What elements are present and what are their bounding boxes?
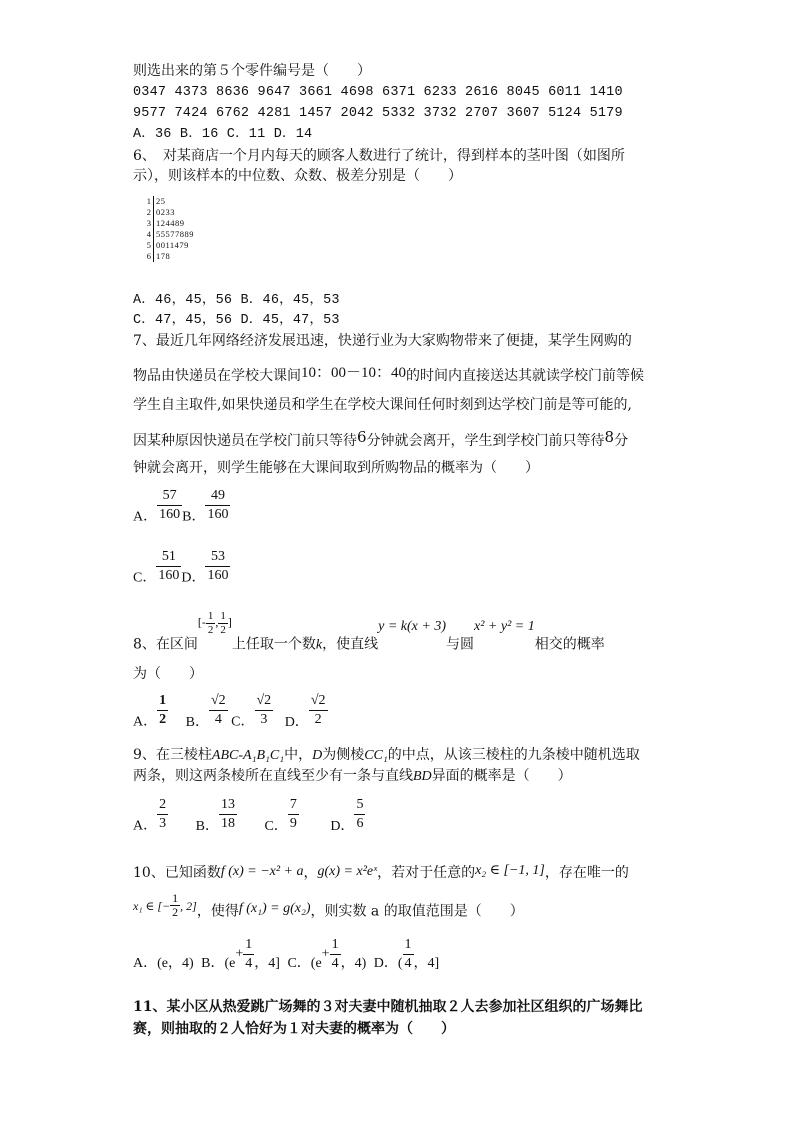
q6-line-2: 示），则该样本的中位数、众数、极差分别是（ ） [133, 168, 462, 184]
q8-option-c-fraction: $\frac{√2}{3}$ [256, 693, 272, 727]
stem-row: 4 55577889 [143, 229, 194, 240]
q9-options: A． $\frac{2}{3}$ B． $\frac{13}{18}$ C． $\frac{7}{9}$ D． $\frac{5}{6}$ [133, 797, 364, 834]
q10-options: A．(e，4) B．(e+ $\frac{1}{4}$ ，4] C．(e+ $\frac{1}{4}$ ，4) D．( $\frac{1}{4}$ ，4] [133, 937, 440, 971]
q11-line-1: 11、某小区从热爱跳广场舞的３对夫妻中随机抽取２人去参加社区组织的广场舞比 [133, 999, 643, 1015]
stem-row: 5 0011479 [143, 240, 194, 251]
q8-option-b-fraction: $\frac{√2}{4}$ [210, 693, 226, 727]
q6-options-row-2: C．47，45，56 D．45，47，53 [133, 313, 340, 328]
q9-option-b-fraction: $\frac{13}{18}$ [220, 797, 235, 831]
q8-options: A． $\frac{1}{2}$ B． $\frac{√2}{4}$ C． $\frac{√2}{3}$ D． $\frac{√2}{2}$ [133, 693, 326, 730]
q9-option-c-fraction: $\frac{7}{9}$ [289, 797, 297, 831]
q6-options-row-1: A．46，45，56 B．46，45，53 [133, 293, 340, 308]
stem-row: 3 124489 [143, 218, 194, 229]
q9-option-a-fraction: $\frac{2}{3}$ [159, 797, 167, 831]
q8-option-a-fraction: $\frac{1}{2}$ [159, 693, 167, 727]
q5-options: A．36 B．16 C．11 D．14 [133, 127, 313, 142]
q10-line-1: 10、已知函数f (x) = −x² + a，g(x) = x²eˣ，若对于任意的x₂ ∈ [−1, 1]，存在唯一的 [133, 863, 629, 881]
q7-line-1: 7、最近几年网络经济发展迅速，快递行业为大家购物带来了便捷，某学生网购的 [133, 333, 632, 349]
q11-line-2: 赛，则抽取的２人恰好为１对夫妻的概率为（ ） [133, 1021, 455, 1037]
q7-option-c-fraction: $\frac{51}{160}$ [158, 549, 180, 583]
q7-line-5: 钟就会离开，则学生能够在大课间取到所购物品的概率为（ ） [133, 460, 539, 476]
q10-line-2: x₁ ∈ [− $\frac{1}{2}$ , 2]，使得f (x₁) = g(x₂)，则实数 a 的取值范围是（ ） [133, 891, 524, 920]
random-table-row-2: 9577 7424 6762 4281 1457 2042 5332 3732 2707 3607 5124 5179 [133, 106, 623, 121]
q7-options-cd: C． $\frac{51}{160}$ D． $\frac{53}{160}$ [133, 549, 229, 586]
q7-line-3: 学生自主取件,如果快递员和学生在学校大课间任何时刻到达学校门前是等可能的, [133, 397, 632, 413]
q8-option-d-fraction: $\frac{√2}{2}$ [310, 693, 326, 727]
q8-line-2: 为（ ） [133, 666, 203, 682]
stem-row: 6 178 [143, 251, 194, 262]
q7-line-4: 因某种原因快递员在学校门前只等待6分钟就会离开，学生到学校门前只等待8分 [133, 428, 629, 449]
q7-line-2: 物品由快递员在学校大课间10：00－10：40的时间内直接送达其就读学校门前等候 [133, 365, 645, 384]
q7-option-a-fraction: $\frac{57}{160}$ [159, 488, 181, 522]
q5-tail: 则选出来的第５个零件编号是（ ） [133, 63, 371, 79]
q6-line-1: 6、 对某商店一个月内每天的顾客人数进行了统计，得到样本的茎叶图（如图所 [133, 148, 625, 164]
q9-option-d-fraction: $\frac{5}{6}$ [356, 797, 364, 831]
q7-option-b-fraction: $\frac{49}{160}$ [207, 488, 229, 522]
q7-option-d-fraction: $\frac{53}{160}$ [207, 549, 229, 583]
stem-row: 2 0233 [143, 207, 194, 218]
q9-line-2: 两条，则这两条棱所在直线至少有一条与直线BD异面的概率是（ ） [133, 768, 572, 784]
q7-options-ab: A． $\frac{57}{160}$ B． $\frac{49}{160}$ [133, 488, 229, 525]
q9-line-1: 9、在三棱柱ABC-A₁B₁C₁中，D为侧棱CC₁的中点，从该三棱柱的九条棱中随机选取 [133, 747, 640, 763]
q8-line-1: 8、在区间[- $\frac{1}{2}$ , $\frac{1}{2}$ ]上任取一个数k，使直线y = k(x + 3)与圆x² + y² = 1相交的概率 [133, 610, 605, 653]
stem-leaf-plot [143, 196, 194, 262]
random-table-row-1: 0347 4373 8636 9647 3661 4698 6371 6233 2616 8045 6011 1410 [133, 85, 623, 100]
stem-row: 1 25 [143, 196, 194, 207]
